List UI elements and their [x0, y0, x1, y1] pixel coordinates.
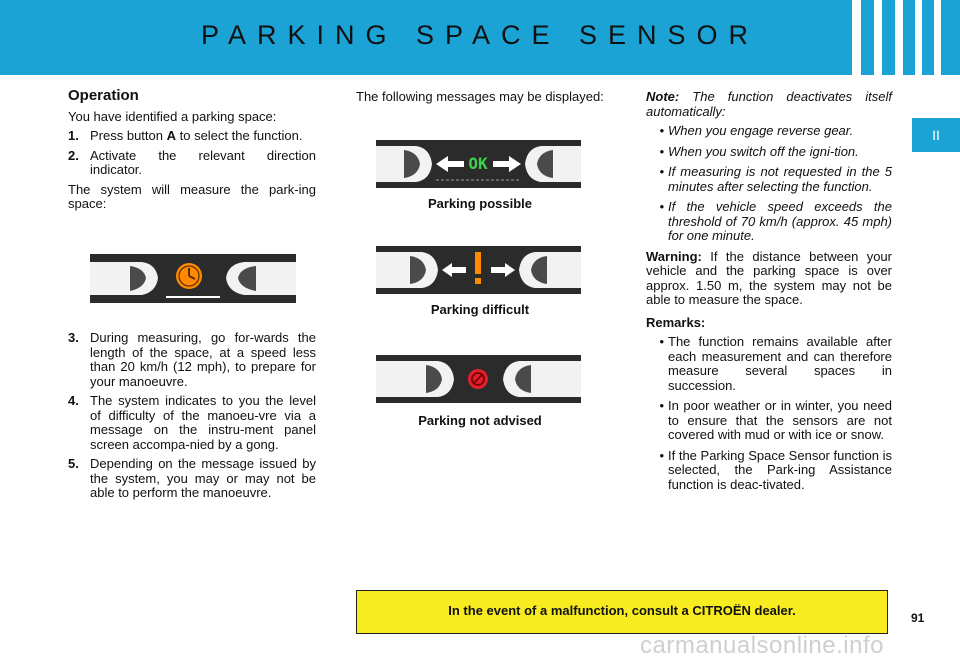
measuring-display-illustration — [90, 254, 296, 303]
step-text: Depending on the message issued by the system, you may or may not be able to perform the manoeuvre. — [90, 456, 316, 500]
car-left-icon — [90, 262, 158, 295]
step-5 — [68, 457, 316, 501]
column-messages — [356, 90, 604, 110]
page-number: 91 — [911, 611, 925, 625]
ok-indicator: OK — [468, 154, 488, 173]
list-item: • When you switch off the igni-tion. — [659, 143, 859, 159]
list-item: • If the vehicle speed exceeds the threshold of 70 km/h (approx. 45 mph) for one minute. — [659, 199, 892, 243]
note-bullets — [646, 124, 892, 244]
step-text: The system indicates to you the level of difficulty of the manoeu-vre via a message on the instru-ment panel screen accompa-nied by a gong. — [90, 393, 316, 452]
watermark: carmanualsonline.info — [640, 632, 884, 659]
caption-parking-not-advised: Parking not advised — [418, 413, 542, 428]
parking-difficult-illustration — [376, 246, 581, 294]
page-title: PARKING SPACE SENSOR — [200, 20, 760, 50]
note-label: Note: — [646, 89, 680, 104]
step-2 — [68, 149, 316, 178]
remarks-heading: Remarks: — [646, 314, 706, 330]
step-3 — [68, 331, 316, 389]
car-right-icon — [519, 252, 581, 288]
parking-possible-image — [376, 140, 581, 188]
warning-exclamation-icon — [475, 252, 481, 274]
list-item: • If measuring is not requested in the 5 minutes after selecting the function. — [659, 164, 892, 194]
step-text: Activate the relevant direction indicator. — [90, 147, 316, 177]
car-right-icon — [503, 361, 581, 397]
measure-text: The system will measure the park-ing space: — [68, 181, 316, 211]
car-left-icon — [376, 252, 438, 288]
column-operation — [68, 89, 316, 217]
step-text: During measuring, go for-wards the length of the space, at a speed less than 20 km/h (12 mph), to prepare for your manoeuvre. — [90, 330, 316, 389]
step-number: 4. — [68, 393, 79, 408]
car-right-icon — [226, 262, 296, 295]
step-number: 2. — [68, 147, 79, 163]
page-header — [0, 0, 960, 75]
list-item: • If the Parking Space Sensor function is selected, the Park-ing Assistance function is deac-tivated. — [659, 447, 893, 492]
parking-not-advised-illustration — [376, 355, 581, 403]
caption-parking-possible: Parking possible — [427, 196, 533, 211]
step-number: 3. — [68, 330, 79, 345]
parking-possible-illustration — [376, 140, 581, 188]
malfunction-notice: In the event of a malfunction, consult a CITROËN dealer. — [356, 590, 888, 634]
step-number: 1. — [68, 128, 79, 143]
remarks-bullets — [646, 335, 892, 492]
step-1 — [68, 129, 316, 144]
column-operation-continued — [68, 331, 316, 506]
caption-parking-difficult: Parking difficult — [430, 302, 530, 317]
list-item: • The function remains available after each measurement and can therefore measure several spaces in succession. — [659, 334, 892, 393]
list-item: • When you engage reverse gear. — [659, 123, 854, 138]
measuring-display-image — [90, 254, 296, 303]
step-number: 5. — [68, 456, 79, 471]
warning-label: Warning: — [646, 248, 702, 264]
button-key: A — [166, 128, 176, 143]
messages-intro: The following messages may be displayed: — [356, 89, 604, 104]
step-text: Press button A to select the function. — [90, 128, 303, 143]
section-heading: Operation — [68, 87, 139, 104]
column-notes — [646, 90, 892, 498]
parking-not-advised-image — [376, 355, 581, 403]
warning-paragraph: Warning: If the distance between your vehicle and the parking space is over approx. 1.50 m, the system may not be able to measure the space. — [646, 248, 892, 307]
note-paragraph: Note: The function deactivates itself automatically: — [646, 89, 892, 119]
list-item: • In poor weather or in winter, you need to ensure that the sensors are not covered with mud or with ice or snow. — [659, 398, 892, 442]
chapter-tab: II — [912, 118, 960, 152]
car-left-icon — [376, 361, 454, 397]
intro-text: You have identified a parking space: — [68, 108, 277, 124]
step-4 — [68, 394, 316, 452]
parking-difficult-image — [376, 246, 581, 294]
